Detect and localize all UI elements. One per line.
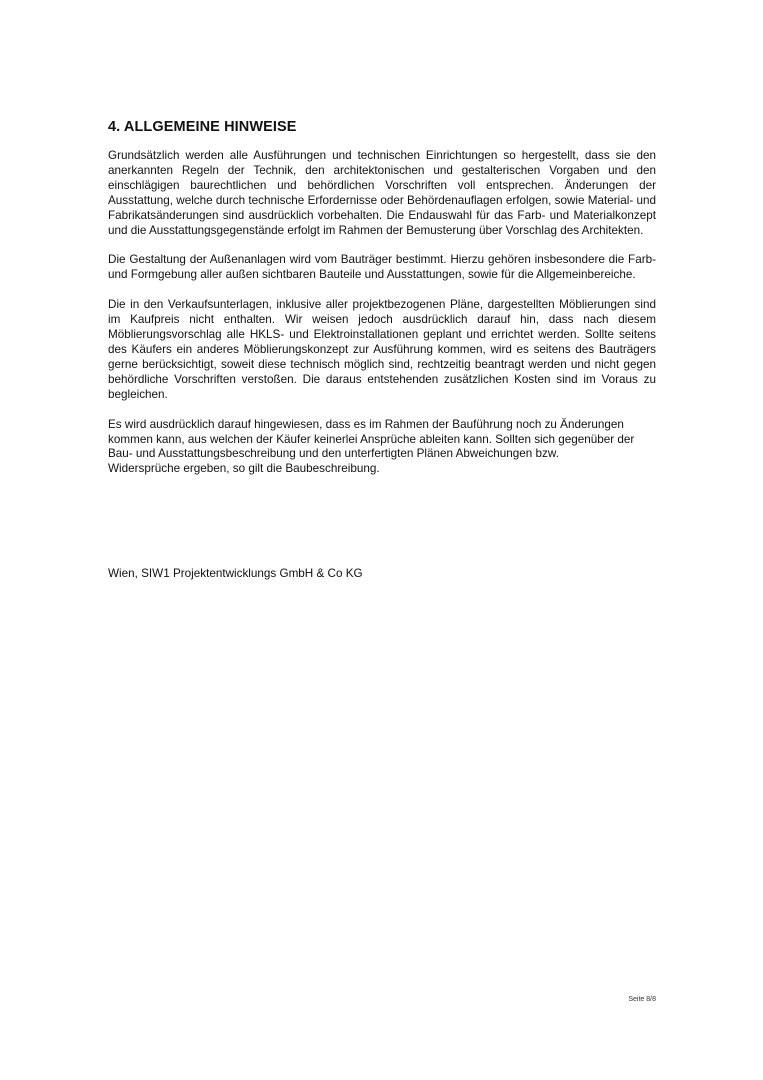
- paragraph-furnishing: Die in den Verkaufsunterlagen, inklusive aller projektbezogenen Pläne, dargestellten Möblierungen sind im Kaufpreis nicht enthalten. Wir weisen jedoch ausdrücklich darauf hin, dass nach diesem Möblierungsvorschlag alle HKLS- und Elektroinstallationen geplant und errichtet werden. Sollte seitens des Käufers ein anderes Möblierungskonzept zur Ausführung kommen, wird es seitens des Bauträgers gerne berücksichtigt, soweit diese technisch möglich sind, rechtzeitig beantragt werden und nicht gegen behördliche Vorschriften verstoßen. Die daraus entstehenden zusätzlichen Kosten sind im Voraus zu begleichen.: [108, 298, 656, 401]
- paragraph-changes-line: Es wird ausdrücklich darauf hingewiesen, dass es im Rahmen der Bauführung noch zu Änderungen: [108, 417, 624, 431]
- paragraph-changes-line: Widersprüche ergeben, so gilt die Baubeschreibung.: [108, 462, 380, 476]
- paragraph-changes: [108, 418, 656, 478]
- page-number: Seite 8/8: [628, 996, 656, 1003]
- document-body: [108, 149, 656, 492]
- paragraph-outdoor-design: Die Gestaltung der Außenanlagen wird vom Bauträger bestimmt. Hierzu gehören insbesondere die Farb- und Formgebung aller außen sichtbaren Bauteile und Ausstattungen, sowie für die Allgemeinbereiche.: [108, 253, 656, 282]
- section-heading: 4. ALLGEMEINE HINWEISE: [108, 119, 297, 135]
- paragraph-general-execution: Grundsätzlich werden alle Ausführungen und technischen Einrichtungen so hergestellt, dass sie den anerkannten Regeln der Technik, den architektonischen und gestalterischen Vorgaben und den einschlägigen baurechtlichen und behördlichen Vorschriften voll entsprechen. Änderungen der Ausstattung, welche durch technische Erfordernisse oder Behördenauflagen erfolgen, sowie Material- und Fabrikatsänderungen sind ausdrücklich vorbehalten. Die Endauswahl für das Farb- und Materialkonzept und die Ausstattungsgegenstände erfolgt im Rahmen der Bemusterung über Vorschlag des Architekten.: [108, 149, 656, 237]
- paragraph-changes-line: kommen kann, aus welchen der Käufer keinerlei Ansprüche ableiten kann. Sollten sich gegenüber der: [108, 432, 635, 446]
- paragraph-changes-line: Bau- und Ausstattungsbeschreibung und den unterfertigten Plänen Abweichungen bzw.: [108, 447, 559, 461]
- signature-line: Wien, SIW1 Projektentwicklungs GmbH & Co KG: [108, 567, 363, 580]
